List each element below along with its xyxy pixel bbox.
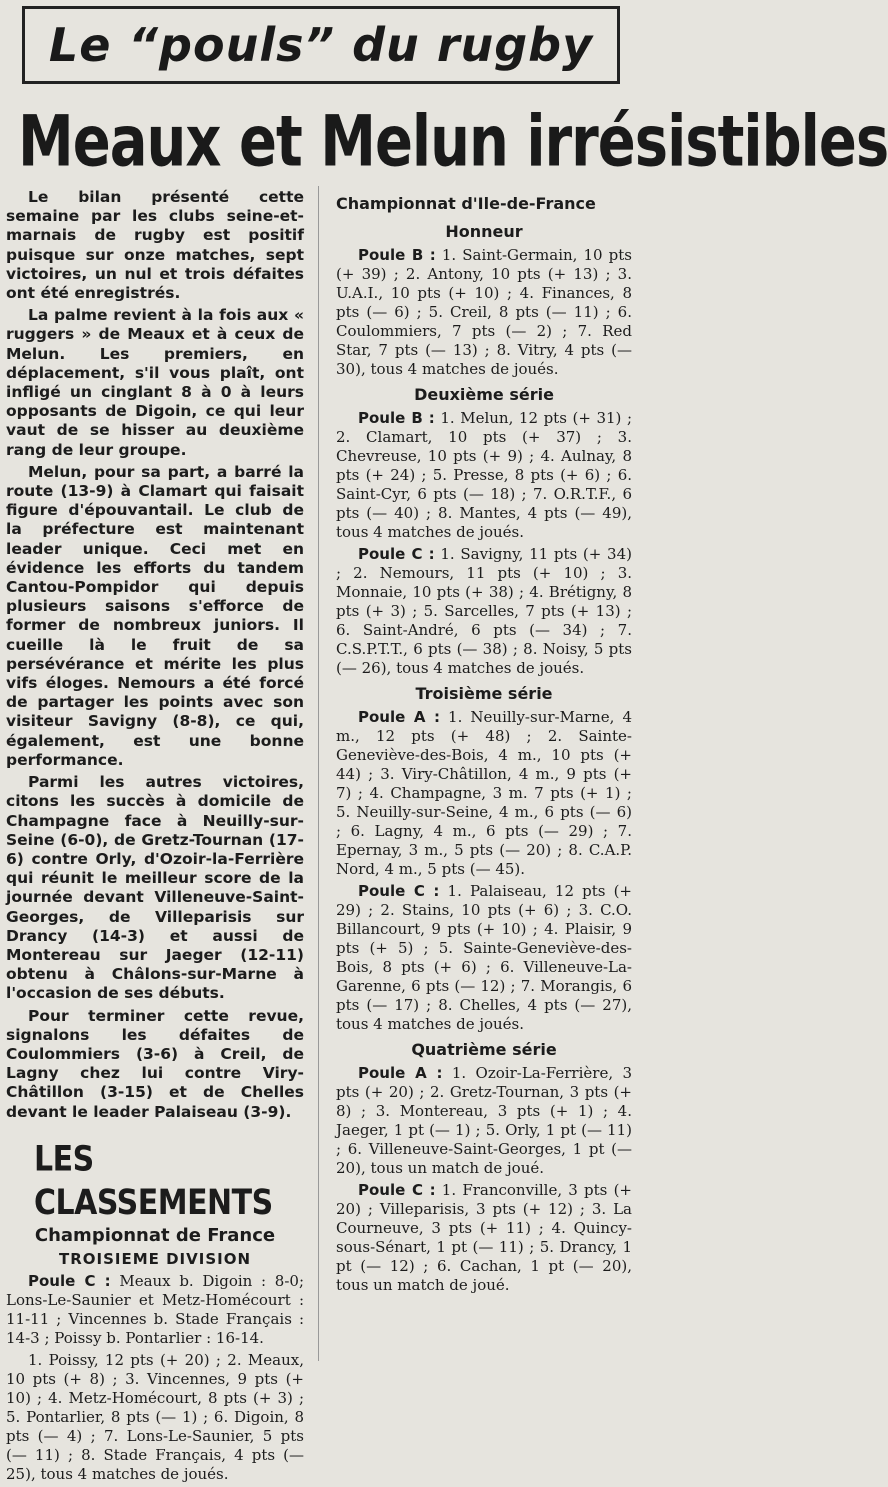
poule-label: Poule C : bbox=[358, 882, 440, 900]
poule-label: Poule C : bbox=[358, 1181, 436, 1199]
left-column bbox=[6, 188, 304, 1487]
poule-label: Poule C : bbox=[28, 1271, 111, 1290]
championnat-france-title: Championnat de France bbox=[34, 1224, 276, 1246]
poule-label: Poule B : bbox=[358, 246, 436, 264]
division-title: TROISIEME DIVISION bbox=[58, 1249, 252, 1268]
standing-entry bbox=[6, 1351, 304, 1484]
standing-text: 1. Ozoir-La-Ferrière, 3 pts (+ 20) ; 2. Gretz-Tournan, 3 pts (+ 8) ; 3. Montereau, 3 pts (+ 1) ; 4. Jaeger, 1 pt (— 1) ; 5. Orly, 1 pt (— 11) ; 6. Villeneuve-Saint-Georges, 1 pt (— 20), tous un match de joué. bbox=[336, 1064, 632, 1177]
section-heading: Troisième série bbox=[415, 684, 553, 703]
article-body bbox=[6, 188, 304, 1122]
standing-entry bbox=[336, 409, 632, 542]
standing-text: 1. Melun, 12 pts (+ 31) ; 2. Clamart, 10 pts (+ 37) ; 3. Chevreuse, 10 pts (+ 9) ; 4. Aulnay, 8 pts (+ 24) ; 5. Presse, 8 pts (+ 6) ; 6. Saint-Cyr, 6 pts (— 18) ; 7. O.R.T.F., 6 pts (— 40) ; 8. Mantes, 4 pts (— 49), tous 4 matches de joués. bbox=[336, 409, 633, 541]
standing-entry bbox=[336, 708, 632, 879]
article-paragraph: Le bilan présenté cette semaine par les clubs seine-et-marnais de rugby est positif puisque sur onze matches, sept victoires, un nul et trois défaites ont été enregistrés. bbox=[6, 188, 304, 303]
standing-text: 1. Palaiseau, 12 pts (+ 29) ; 2. Stains, 10 pts (+ 6) ; 3. C.O. Billancourt, 9 pts (+ 10) ; 4. Plaisir, 9 pts (+ 5) ; 5. Sainte-Geneviève-des-Bois, 8 pts (+ 6) ; 6. Villeneuve-La-Garenne, 6 pts (— 12) ; 7. Morangis, 6 pts (— 17) ; 8. Chelles, 4 pts (— 27), tous 4 matches de joués. bbox=[336, 882, 632, 1033]
standing-text: 1. Franconville, 3 pts (+ 20) ; Villeparisis, 3 pts (+ 12) ; 3. La Courneuve, 3 pts (+ 11) ; 4. Quincy-sous-Sénart, 1 pt (— 11) ; 5. Drancy, 1 pt (— 12) ; 6. Cachan, 1 pt (— 20), tous un match de joué. bbox=[336, 1181, 632, 1294]
standing-entry bbox=[336, 545, 632, 678]
standing-entry bbox=[336, 882, 632, 1034]
column-rule bbox=[318, 186, 319, 1361]
article-paragraph: Parmi les autres victoires, citons les succès à domicile de Champagne face à Neuilly-sur-Seine (6-0), de Gretz-Tournan (17-6) contre Orly, d'Ozoir-la-Ferrière qui réunit le meilleur score de la journée devant Villeneuve-Saint-Georges, de Villeparisis sur Drancy (14-3) et aussi de Montereau sur Jaeger (12-11) obtenu à Châlons-sur-Marne à l'occasion de ses débuts. bbox=[6, 773, 304, 1003]
poule-label: Poule A : bbox=[358, 708, 440, 726]
article-paragraph: Melun, pour sa part, a barré la route (13-9) à Clamart qui faisait figure d'épouvantail. Le club de la préfecture est maintenant leader unique. Ceci met en évidence les efforts du tandem Cantou-Pompidor qui depuis plusieurs saisons s'efforce de former de nombreux juniors. Il cueille là le fruit de sa persévérance et mérite les plus vifs éloges. Nemours a été forcé de partager les points avec son visiteur Savigny (8-8), ce qui, également, est une bonne performance. bbox=[6, 462, 304, 769]
standing-text: 1. Poissy, 12 pts (+ 20) ; 2. Meaux, 10 pts (+ 8) ; 3. Vincennes, 9 pts (+ 10) ; 4. Metz-Homécourt, 8 pts (+ 3) ; 5. Pontarlier, 8 pts (— 1) ; 6. Digoin, 8 pts (— 4) ; 7. Lons-Le-Saunier, 5 pts (— 11) ; 8. Stade Français, 4 pts (— 25), tous 4 matches de joués. bbox=[6, 1350, 304, 1483]
standing-entry bbox=[6, 1272, 304, 1348]
standing-text: 1. Neuilly-sur-Marne, 4 m., 12 pts (+ 48) ; 2. Sainte-Geneviève-des-Bois, 4 m., 10 pts (+ 44) ; 3. Viry-Châtillon, 4 m., 9 pts (+ 7) ; 4. Champagne, 3 m. 7 pts (+ 1) ; 5. Neuilly-sur-Seine, 4 m., 6 pts (— 6) ; 6. Lagny, 4 m., 6 pts (— 29) ; 7. Epernay, 3 m., 5 pts (— 20) ; 8. C.A.P. Nord, 4 m., 5 pts (— 45). bbox=[336, 708, 632, 878]
standing-text: 1. Savigny, 11 pts (+ 34) ; 2. Nemours, 11 pts (+ 10) ; 3. Monnaie, 10 pts (+ 38) ; 4. Brétigny, 8 pts (+ 3) ; 5. Sarcelles, 7 pts (+ 13) ; 6. Saint-André, 6 pts (— 34) ; 7. C.S.P.T.T., 6 pts (— 38) ; 8. Noisy, 5 pts (— 26), tous 4 matches de joués. bbox=[336, 545, 632, 677]
section-heading: Honneur bbox=[445, 222, 523, 241]
idf-title: Championnat d'Ile-de-France bbox=[336, 194, 596, 213]
poule-label: Poule A : bbox=[358, 1064, 443, 1082]
article-paragraph: La palme revient à la fois aux « ruggers » de Meaux et à ceux de Melun. Les premiers, en déplacement, s'il vous plaît, ont infligé un cinglant 8 à 0 à leurs opposants de Digoin, ce qui leur vaut de se hisser au deuxième rang de leur groupe. bbox=[6, 306, 304, 459]
headline: Meaux et Melun irrésistibles bbox=[18, 101, 888, 183]
kicker-box: Le “pouls” du rugby bbox=[22, 6, 620, 84]
classements-title: LES CLASSEMENTS bbox=[34, 1139, 273, 1224]
standing-text: 1. Saint-Germain, 10 pts (+ 39) ; 2. Antony, 10 pts (+ 13) ; 3. U.A.I., 10 pts (+ 10) ; 4. Finances, 8 pts (— 6) ; 5. Creil, 8 pts (— 11) ; 6. Coulommiers, 7 pts (— 2) ; 7. Red Star, 7 pts (— 13) ; 8. Vitry, 4 pts (— 30), tous 4 matches de joués. bbox=[336, 246, 632, 378]
section-heading: Quatrième série bbox=[411, 1040, 557, 1059]
article-paragraph: Pour terminer cette revue, signalons les défaites de Coulommiers (3-6) à Creil, de Lagny chez lui contre Viry-Châtillon (3-15) et de Chelles devant le leader Palaiseau (3-9). bbox=[6, 1006, 304, 1121]
standing-entry bbox=[336, 246, 632, 379]
standing-entry bbox=[336, 1181, 632, 1295]
poule-label: Poule B : bbox=[358, 409, 435, 427]
section-heading: Deuxième série bbox=[414, 385, 554, 404]
standing-entry bbox=[336, 1064, 632, 1178]
right-column bbox=[336, 188, 632, 1298]
poule-label: Poule C : bbox=[358, 545, 435, 563]
standing-text: Meaux b. Digoin : 8-0; Lons-Le-Saunier et Metz-Homécourt : 11-11 ; Vincennes b. Stade Français : 14-3 ; Poissy b. Pontarlier : 16-14. bbox=[6, 1271, 304, 1347]
